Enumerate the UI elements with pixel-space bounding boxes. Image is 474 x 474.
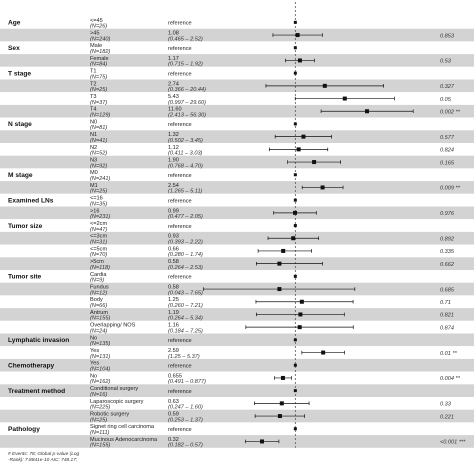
ci-label: (0.366 – 20.44) (168, 87, 206, 94)
hr-label: 0.59 (168, 411, 179, 418)
ci-label: (1.25 – 5.37) (168, 353, 200, 360)
ci-label: (0.997 – 29.60) (168, 99, 206, 106)
footnote-line: # Events: 78; Global p-value (Log (8, 451, 80, 457)
hr-label: 1.17 (168, 55, 179, 62)
hr-label: 0.66 (168, 246, 179, 253)
estimate-point (301, 135, 305, 139)
ci-label: (1.265 – 5.11) (168, 188, 203, 195)
row-band (0, 29, 474, 42)
n-label: (N=52) (90, 150, 108, 157)
row-band (0, 181, 474, 194)
hr-label: 2.59 (168, 347, 179, 354)
n-label: (N=66) (90, 302, 108, 309)
ci-label: (0.043 – 7.65) (168, 290, 203, 297)
row-band (0, 143, 474, 156)
estimate-point (365, 109, 369, 113)
ci-label: (0.502 – 3.45) (168, 137, 203, 144)
n-label: (N=24) (90, 328, 108, 335)
level-label: M0 (90, 170, 98, 177)
n-label: (N=84) (90, 61, 108, 68)
estimate-point (321, 351, 325, 355)
n-label: (N=47) (90, 226, 108, 233)
level-label: Cardia (90, 271, 107, 278)
reference-marker (294, 199, 297, 202)
estimate-point (297, 147, 301, 151)
level-label: N3 (90, 157, 98, 164)
n-label: (N=70) (90, 252, 108, 259)
reference-marker (294, 21, 297, 24)
footnote (8, 451, 80, 463)
row-band (0, 372, 474, 385)
estimate-point (293, 211, 297, 215)
hr-label: reference (168, 122, 192, 129)
row-band (0, 359, 474, 372)
p-value-label: 0.01 ** (440, 350, 457, 357)
p-value-label: 0.685 (440, 287, 454, 294)
n-label: (N=155) (90, 442, 111, 449)
p-value-label: 0.71 (440, 299, 451, 306)
row-band (0, 334, 474, 347)
n-label: (N=26) (90, 23, 108, 30)
level-label: N0 (90, 119, 98, 126)
hr-label: 1.12 (168, 144, 179, 151)
reference-marker (294, 46, 297, 49)
n-label: (N=162) (90, 379, 111, 386)
ci-label: (0.715 – 1.92) (168, 61, 203, 68)
estimate-point (260, 439, 264, 443)
estimate-point (278, 414, 282, 418)
ci-label: (2.413 – 56.30) (168, 112, 206, 119)
estimate-point (281, 249, 285, 253)
row-band (0, 321, 474, 334)
variable-label: Sex (8, 44, 20, 52)
ci-label: (0.247 – 1.60) (168, 404, 203, 411)
ci-label: (0.184 – 7.25) (168, 328, 203, 335)
estimate-point (323, 84, 327, 88)
ci-label: (0.280 – 1.74) (168, 252, 203, 259)
p-value-label: 0.874 (440, 325, 454, 332)
level-label: Overlapping/ NOS (90, 322, 136, 329)
level-label: Signet ring cell carcinoma (90, 424, 155, 431)
row-band (0, 232, 474, 245)
ci-label: (0.477 – 2.05) (168, 214, 203, 221)
n-label: (N=9) (90, 277, 105, 284)
ci-label: (0.264 – 5.34) (168, 315, 203, 322)
p-value-label: 0.327 (440, 84, 454, 91)
p-value-label: 0.221 (440, 414, 454, 421)
n-label: (N=118) (90, 264, 110, 271)
hr-label: 11.60 (168, 106, 182, 113)
n-label: (N=135) (90, 341, 111, 348)
level-label: T4 (90, 106, 97, 113)
hr-label: reference (168, 45, 192, 52)
n-label: (N=131) (90, 353, 111, 360)
row-band (0, 410, 474, 423)
ci-label: (0.182 – 0.57) (168, 442, 203, 449)
level-label: N1 (90, 132, 98, 139)
estimate-point (298, 58, 302, 62)
n-label: (N=35) (90, 201, 108, 208)
p-value-label: 0.05 (440, 96, 451, 103)
level-label: Female (90, 55, 109, 62)
level-label: <=2cm (90, 220, 108, 227)
variable-label: Chemotherapy (8, 362, 55, 370)
ci-label: (0.465 – 2.52) (168, 36, 203, 43)
row-band (0, 207, 474, 220)
p-value-label: 0.004 ** (440, 376, 460, 383)
estimate-point (300, 300, 304, 304)
hr-label: reference (168, 20, 192, 27)
n-label: (N=75) (90, 74, 108, 81)
p-value-label: 0.824 (440, 147, 454, 154)
n-label: (N=25) (90, 188, 108, 195)
n-label: (N=231) (90, 214, 111, 221)
p-value-label: 0.976 (440, 211, 454, 218)
variable-label: Tumor size (8, 222, 43, 230)
row-band (0, 67, 474, 80)
hr-label: 2.54 (168, 182, 179, 189)
estimate-point (296, 33, 300, 37)
estimate-point (298, 312, 302, 316)
hr-label: 1.19 (168, 309, 179, 316)
hr-label: reference (168, 426, 192, 433)
hr-label: reference (168, 71, 192, 78)
p-value-label: 0.853 (440, 33, 454, 40)
hr-label: 0.58 (168, 284, 179, 291)
estimate-point (291, 236, 295, 240)
n-label: (N=31) (90, 239, 108, 246)
row-band (0, 16, 474, 29)
ci-label: (0.260 – 7.21) (168, 302, 203, 309)
n-label: (N=37) (90, 99, 108, 106)
level-label: <=45 (90, 17, 103, 24)
n-label: (N=240) (90, 36, 111, 43)
n-label: (N=225) (90, 404, 111, 411)
p-value-label: 0.009 ** (440, 185, 460, 192)
n-label: (N=241) (90, 175, 111, 182)
hr-label: reference (168, 223, 192, 230)
p-value-label: 0.335 (440, 249, 454, 256)
reference-marker (294, 173, 297, 176)
estimate-point (298, 325, 302, 329)
hr-label: reference (168, 274, 192, 281)
hr-label: 0.32 (168, 436, 179, 443)
n-label: (N=41) (90, 137, 108, 144)
estimate-point (277, 287, 281, 291)
hr-label: 1.32 (168, 132, 179, 139)
ci-label: (0.411 – 3.03) (168, 150, 203, 157)
reference-marker (294, 72, 297, 75)
hr-label: 0.99 (168, 208, 179, 215)
level-label: Mucinous Adenocarcinoma (90, 436, 158, 443)
row-band (0, 308, 474, 321)
level-label: Conditional surgery (90, 386, 139, 393)
n-label: (N=16) (90, 391, 108, 398)
p-value-label: 0.821 (440, 312, 454, 319)
n-label: (N=111) (90, 429, 110, 436)
estimate-point (312, 160, 316, 164)
level-label: T2 (90, 81, 97, 88)
hr-label: 0.58 (168, 259, 179, 266)
row-band (0, 219, 474, 232)
reference-marker (294, 122, 297, 125)
hr-label: reference (168, 363, 192, 370)
hr-label: reference (168, 198, 192, 205)
estimate-point (343, 97, 347, 101)
level-label: Yes (90, 347, 100, 354)
variable-label: Age (8, 19, 21, 27)
level-label: Fundus (90, 284, 109, 291)
estimate-point (321, 185, 325, 189)
ci-label: (0.393 – 2.22) (168, 239, 203, 246)
variable-label: Examined LNs (8, 197, 54, 205)
level-label: Body (90, 297, 103, 304)
level-label: >16 (90, 208, 100, 215)
variable-label: T stage (8, 70, 32, 78)
row-band (0, 41, 474, 54)
row-band (0, 54, 474, 67)
n-label: (N=155) (90, 315, 111, 322)
level-label: N2 (90, 144, 98, 151)
row-band (0, 435, 474, 448)
hr-label: 1.25 (168, 297, 179, 304)
level-label: <=3cm (90, 233, 108, 240)
variable-label: Lymphatic invasion (8, 337, 70, 345)
level-label: <=5cm (90, 246, 108, 253)
level-label: <=16 (90, 195, 103, 202)
footnote-line: -Rank): 7.8841e-10 AIC: 748.17; (8, 457, 78, 463)
estimate-point (277, 262, 281, 266)
n-label: (N=81) (90, 125, 108, 132)
row-bands (0, 16, 474, 448)
ci-label: (0.264 – 2.53) (168, 264, 203, 271)
level-label: >5cm (90, 259, 104, 266)
hr-label: 0.93 (168, 233, 179, 240)
level-label: T1 (90, 68, 97, 75)
row-band (0, 257, 474, 270)
row-band (0, 168, 474, 181)
p-value-label: <0.001 *** (440, 439, 466, 446)
ci-label: (0.768 – 4.70) (168, 163, 203, 170)
n-label: (N=92) (90, 163, 108, 170)
row-band (0, 270, 474, 283)
hr-label: reference (168, 388, 192, 395)
n-label: (N=25) (90, 417, 108, 424)
row-band (0, 80, 474, 93)
reference-marker (294, 389, 297, 392)
p-value-label: 0.33 (440, 401, 451, 408)
n-label: (N=129) (90, 112, 111, 119)
level-label: M1 (90, 182, 98, 189)
variable-label: Pathology (8, 425, 40, 433)
row-band (0, 397, 474, 410)
level-label: >45 (90, 30, 100, 37)
row-band (0, 346, 474, 359)
row-band (0, 156, 474, 169)
reference-marker (294, 224, 297, 227)
p-value-label: 0.165 (440, 160, 454, 167)
reference-marker (294, 338, 297, 341)
p-value-label: 0.892 (440, 236, 454, 243)
n-label: (N=104) (90, 366, 111, 373)
row-band (0, 422, 474, 435)
variable-label: M stage (8, 171, 33, 179)
level-label: Antrum (90, 309, 109, 316)
hr-label: 0.63 (168, 398, 179, 405)
n-label: (N=25) (90, 87, 108, 94)
row-band (0, 130, 474, 143)
row-band (0, 245, 474, 258)
level-label: Male (90, 43, 103, 50)
level-label: Yes (90, 360, 100, 367)
p-value-label: 0.662 (440, 261, 454, 268)
estimate-point (280, 401, 284, 405)
reference-marker (294, 364, 297, 367)
hr-label: reference (168, 338, 192, 345)
ci-label: (0.253 – 1.37) (168, 417, 203, 424)
variable-label: N stage (8, 121, 32, 129)
hr-label: 2.74 (168, 81, 179, 88)
reference-marker (294, 275, 297, 278)
n-label: (N=182) (90, 48, 111, 55)
p-value-label: 0.002 ** (440, 109, 460, 116)
level-label: T3 (90, 93, 97, 100)
level-label: No (90, 335, 98, 342)
p-value-label: 0.577 (440, 134, 454, 141)
hr-label: 1.90 (168, 157, 179, 164)
hr-label: 0.655 (168, 373, 182, 380)
level-label: Laparoscopic surgery (90, 398, 144, 405)
row-band (0, 384, 474, 397)
row-band (0, 295, 474, 308)
level-label: Robotic surgery (90, 411, 130, 418)
row-band (0, 194, 474, 207)
p-value-label: 0.53 (440, 58, 451, 65)
hr-label: reference (168, 172, 192, 179)
level-label: No (90, 373, 98, 380)
n-label: (N=12) (90, 290, 108, 297)
reference-marker (294, 427, 297, 430)
hr-label: 1.16 (168, 322, 179, 329)
ci-label: (0.491 – 0.877) (168, 379, 206, 386)
hr-label: 1.08 (168, 30, 179, 37)
variable-label: Tumor site (8, 273, 42, 281)
estimate-point (281, 376, 285, 380)
variable-label: Treatment method (8, 387, 66, 395)
hr-label: 5.43 (168, 93, 179, 100)
row-band (0, 118, 474, 131)
row-band (0, 92, 474, 105)
